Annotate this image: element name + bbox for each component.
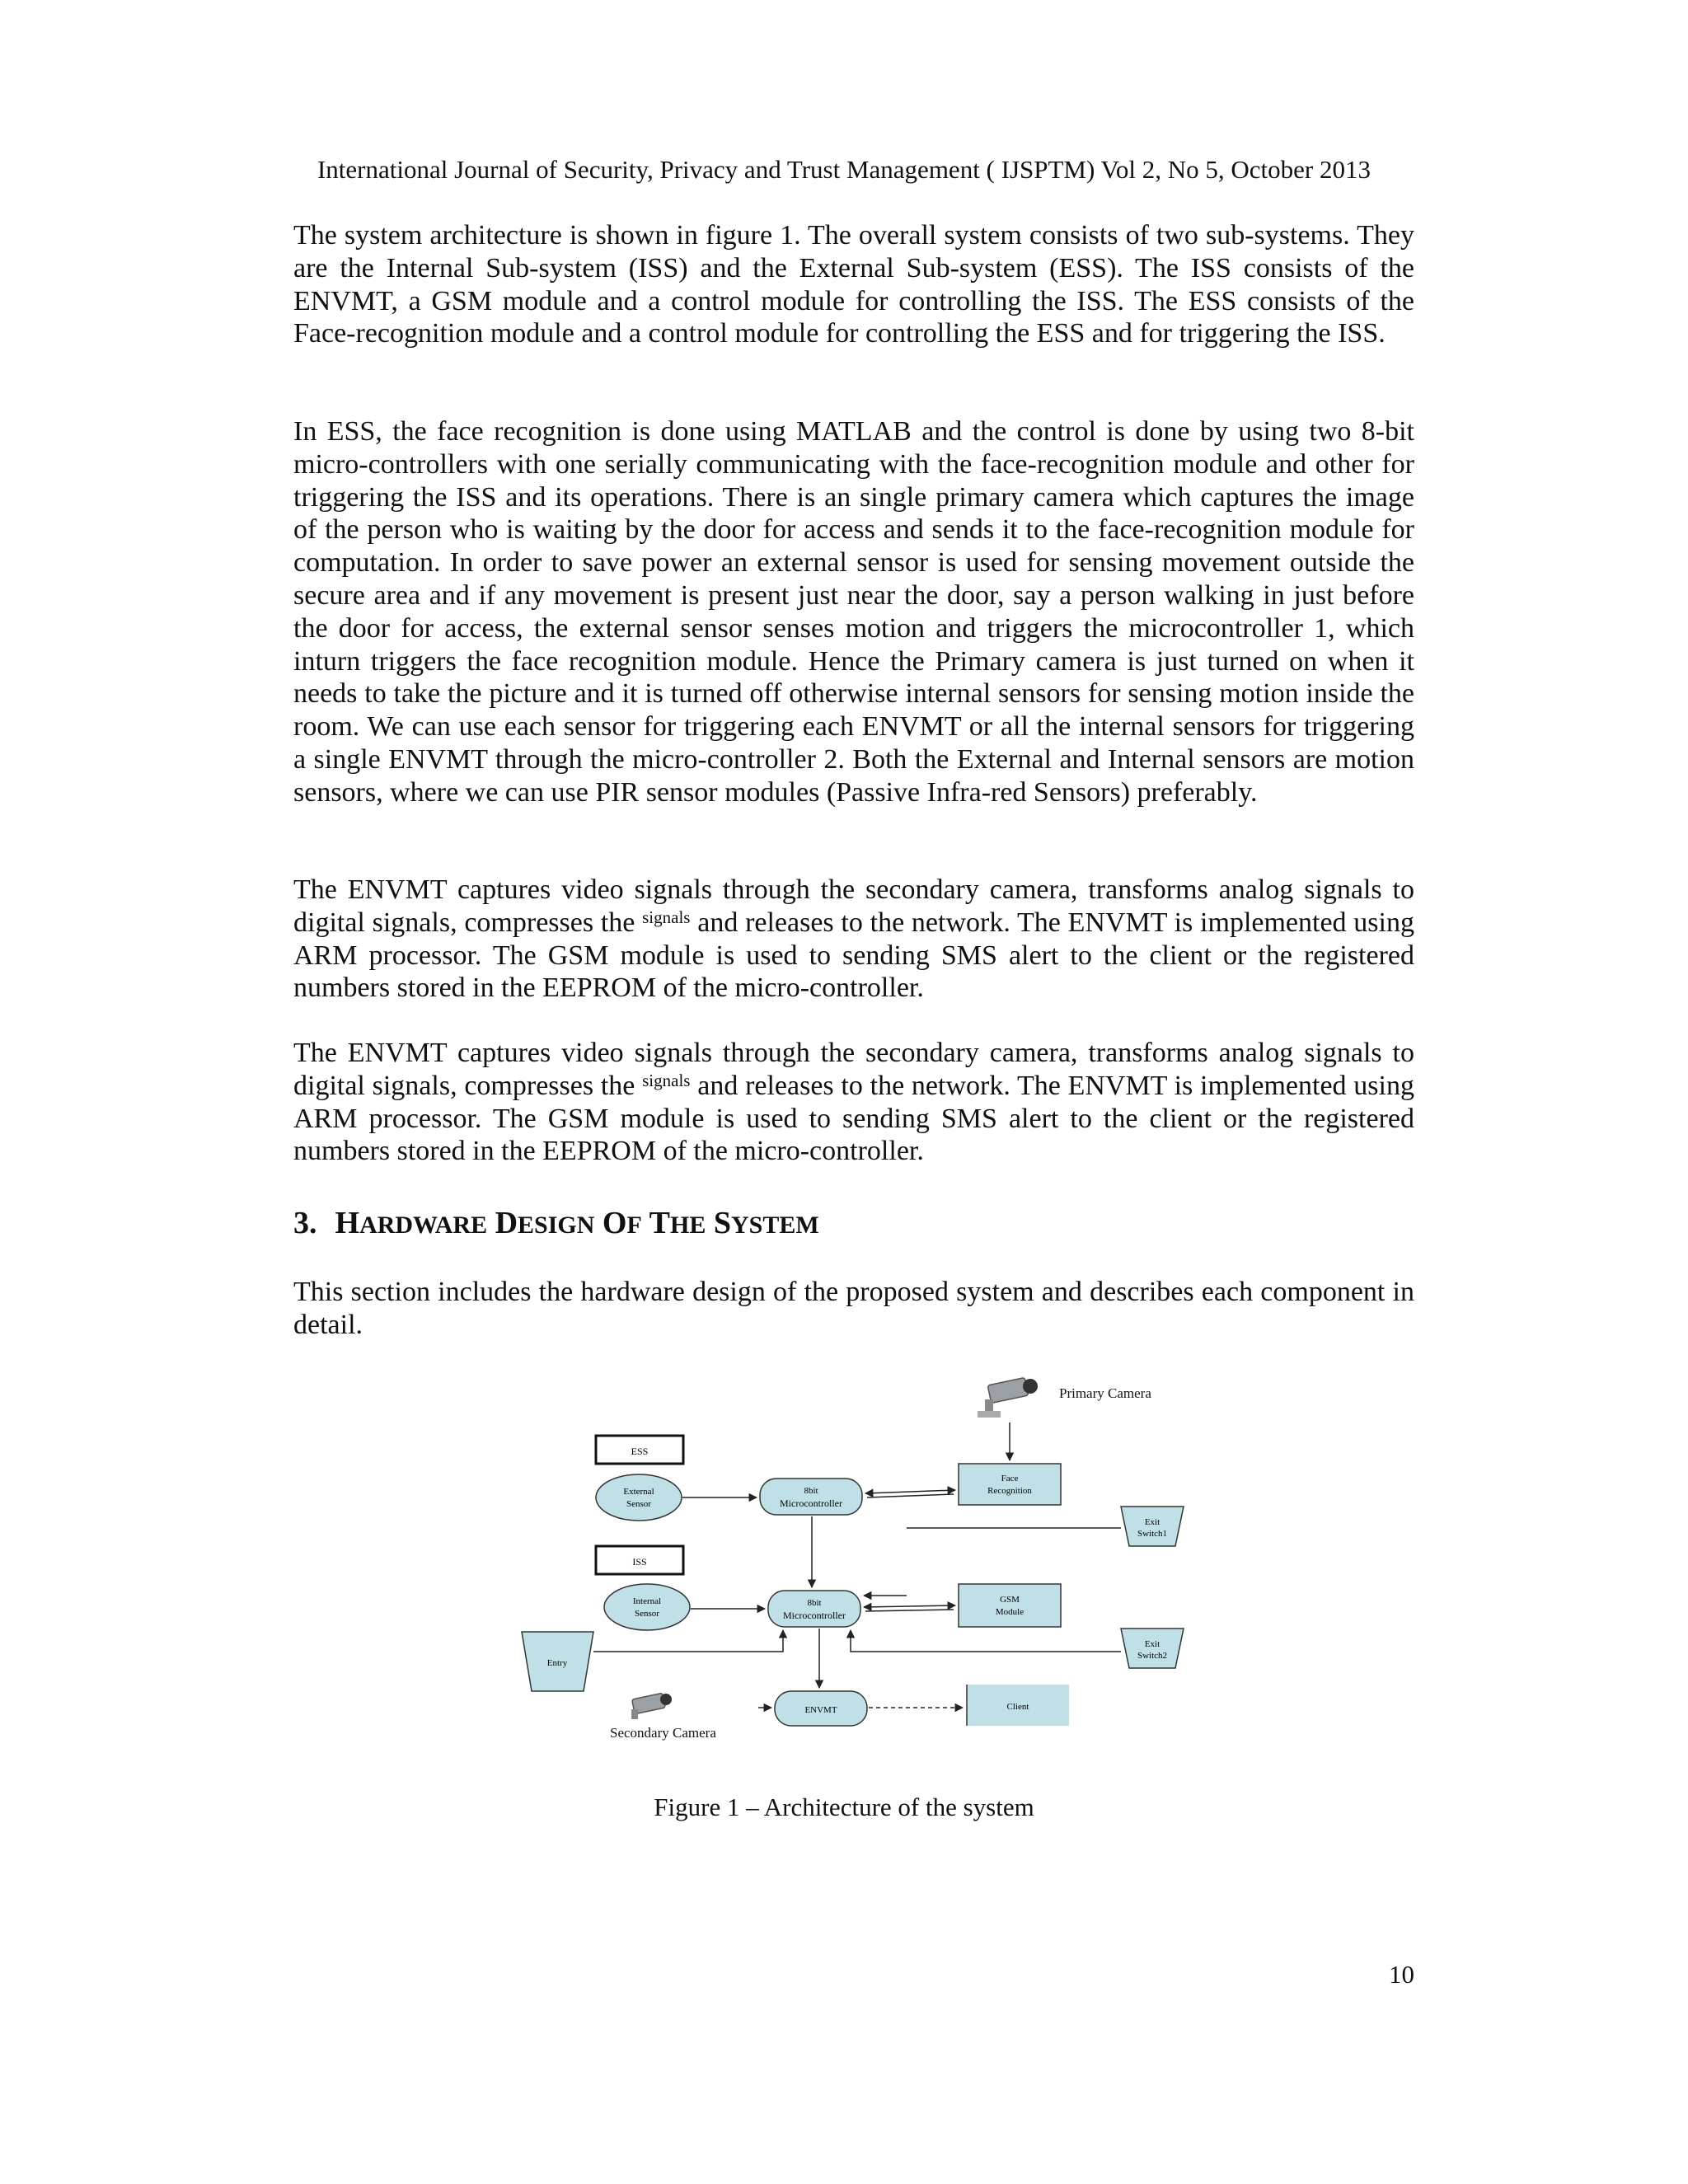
external-sensor-label-2: Sensor: [626, 1499, 651, 1509]
face-label-1: Face: [1001, 1474, 1019, 1483]
mc2-label-2: Microcontroller: [783, 1610, 846, 1621]
client-label: Client: [1006, 1702, 1029, 1712]
entry-label: Entry: [546, 1658, 568, 1668]
section-number: 3.: [293, 1206, 317, 1240]
exit2-label-1: Exit: [1144, 1639, 1160, 1649]
paragraph-system-architecture: The system architecture is shown in figure 1. The overall system consists of two sub-systems. They are the Internal Sub-system (ISS) and the External Sub-system (ESS). The ISS consists of the ENVMT, a GSM module and a control module for controlling the ISS. The ESS consists of the Face-recognition module and a control module for controlling the ESS and for triggering the ISS.: [293, 220, 1414, 349]
section-heading: [293, 1203, 819, 1245]
arrow-mc1-face: [865, 1490, 955, 1493]
arrow-mc2-gsm: [864, 1605, 955, 1607]
mc2-label-1: 8bit: [807, 1598, 822, 1608]
ess-label: ESS: [631, 1446, 649, 1457]
iss-label: ISS: [632, 1556, 647, 1568]
exit1-label-2: Switch1: [1137, 1529, 1168, 1539]
gsm-label-2: Module: [995, 1607, 1025, 1617]
section-word-3: OF: [602, 1206, 642, 1240]
figure-caption: Figure 1 – Architecture of the system: [654, 1793, 1034, 1821]
page-number: 10: [1389, 1960, 1414, 1989]
external-sensor-label-1: External: [623, 1487, 654, 1497]
section-word-2: DESIGN: [495, 1206, 595, 1240]
mc1-label-1: 8bit: [804, 1486, 818, 1496]
paragraph-ess-description: In ESS, the face recognition is done using MATLAB and the control is done by using two 8-bit micro-controllers with one serially communicating with the face-recognition module and other for triggering the ISS and its operations. There is an single primary camera which captures the image of the person who is waiting by the door for access and sends it to the face-recognition module for computation. In order to save power an external sensor is used for sensing movement outside the secure area and if any movement is present just near the door, say a person walking in just before the door for access, the external sensor senses motion and triggers the microcontroller 1, which inturn triggers the face recognition module. Hence the Primary camera is just turned on when it needs to take the picture and it is turned off otherwise internal sensors for sensing motion inside the room. We can use each sensor for triggering each ENVMT or all the internal sensors for triggering a single ENVMT through the micro-controller 2. Both the External and Internal sensors are motion sensors, where we can use PIR sensor modules (Passive Infra-red Sensors) preferably.: [293, 416, 1414, 808]
gsm-label-1: GSM: [1000, 1595, 1020, 1605]
microcontroller-1-node: [760, 1479, 862, 1515]
exit1-label-1: Exit: [1144, 1517, 1160, 1527]
secondary-camera-label: Secondary Camera: [610, 1725, 716, 1741]
section-word-5: SYSTEM: [713, 1206, 819, 1240]
microcontroller-2-node: [768, 1591, 860, 1627]
paragraph-envmt-1-text-a: The ENVMT captures video signals through the secondary camera, transforms analog signals to digital signals, compresses the: [293, 874, 1414, 938]
section-word-1: HARDWARE: [335, 1206, 488, 1240]
face-recognition-node: [959, 1464, 1061, 1505]
gsm-module-node: [959, 1584, 1061, 1627]
external-sensor-node: [596, 1474, 682, 1521]
paragraph-envmt-2-text-b: and releases to the network. The ENVMT is implemented using ARM processor. The GSM module is used to sending SMS alert to the client or the registered numbers stored in the EEPROM of the micro-controller.: [293, 1070, 1414, 1167]
paragraph-envmt-2-text-a: The ENVMT captures video signals through the secondary camera, transforms analog signals to digital signals, compresses the: [293, 1038, 1414, 1101]
architecture-diagram: [511, 1368, 1195, 1747]
paragraph-envmt-1-text-b: and releases to the network. The ENVMT is implemented using ARM processor. The GSM module is used to sending SMS alert to the client or the registered numbers stored in the EEPROM of the micro-controller.: [293, 907, 1414, 1004]
internal-sensor-node: [604, 1584, 690, 1630]
secondary-camera-icon: [631, 1693, 672, 1719]
section-word-4: THE: [649, 1206, 706, 1240]
paragraph-section-intro: This section includes the hardware design of the proposed system and describes each component in detail.: [293, 1277, 1414, 1340]
internal-sensor-label-1: Internal: [632, 1596, 662, 1606]
arrow-exit2-to-mc2: [851, 1630, 1121, 1652]
superscript-signals: signals: [642, 907, 691, 927]
arrow-entry-to-mc2: [593, 1630, 783, 1652]
paragraph-envmt-2: [293, 1037, 1414, 1168]
face-label-2: Recognition: [987, 1486, 1032, 1496]
internal-sensor-label-2: Sensor: [635, 1609, 659, 1619]
mc1-label-2: Microcontroller: [780, 1497, 842, 1509]
primary-camera-icon: [978, 1377, 1038, 1418]
running-header: International Journal of Security, Privacy and Trust Management ( IJSPTM) Vol 2, No 5, October 2013: [316, 155, 1371, 184]
superscript-signals: signals: [642, 1070, 691, 1090]
envmt-label: ENVMT: [804, 1705, 837, 1715]
exit2-label-2: Switch2: [1137, 1651, 1168, 1661]
arrow-mc1-face-second: [867, 1494, 954, 1497]
arrow-mc2-gsm-second: [865, 1610, 954, 1611]
paragraph-envmt-1: [293, 874, 1414, 1005]
primary-camera-label: Primary Camera: [1059, 1385, 1151, 1401]
